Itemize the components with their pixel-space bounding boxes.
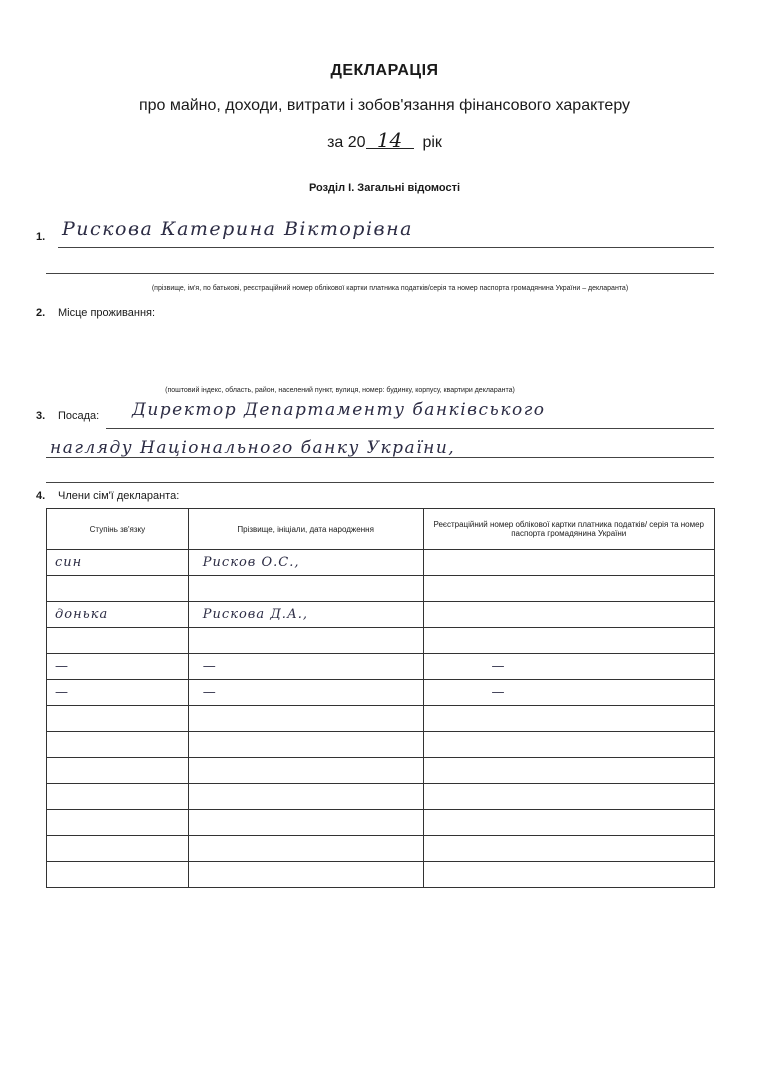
cell-handwritten xyxy=(484,867,492,882)
cell-relationship xyxy=(47,706,189,732)
cell-relationship xyxy=(47,628,189,654)
table-row xyxy=(47,862,715,888)
cell-handwritten xyxy=(484,555,492,570)
cell-relationship xyxy=(47,654,189,680)
cell-handwritten xyxy=(195,711,203,726)
cell-handwritten xyxy=(195,581,203,596)
cell-handwritten xyxy=(484,633,492,648)
table-row xyxy=(47,680,715,706)
item2-label: Місце проживання: xyxy=(58,307,156,319)
cell-tax-id xyxy=(423,602,715,628)
cell-handwritten: — xyxy=(202,659,217,674)
item1-line-2 xyxy=(46,273,714,274)
cell-handwritten xyxy=(484,815,492,830)
item3-line-3 xyxy=(46,482,714,483)
cell-name xyxy=(188,836,423,862)
cell-handwritten: Рисков О.С., xyxy=(202,555,300,570)
cell-name xyxy=(188,784,423,810)
cell-handwritten xyxy=(484,581,492,596)
item3-handwritten-line2: нагляду Національного банку України, xyxy=(50,438,456,458)
cell-handwritten xyxy=(195,815,203,830)
item2-number: 2. xyxy=(36,307,46,319)
cell-handwritten: донька xyxy=(55,607,109,622)
item1-handwritten-name: Рискова Катерина Вікторівна xyxy=(62,218,413,240)
cell-tax-id xyxy=(423,628,715,654)
year-handwritten: 14 xyxy=(366,132,414,149)
item1-number: 1. xyxy=(36,231,46,243)
cell-relationship xyxy=(47,602,189,628)
cell-handwritten xyxy=(195,841,203,856)
item3-label: Посада: xyxy=(58,410,100,422)
item4-label: Члени сім'ї декларанта: xyxy=(58,490,180,502)
cell-relationship xyxy=(47,576,189,602)
year-prefix: за 20 xyxy=(327,134,366,151)
cell-handwritten xyxy=(484,737,492,752)
cell-handwritten xyxy=(195,737,203,752)
table-row xyxy=(47,810,715,836)
item3-line-1 xyxy=(106,428,714,429)
cell-handwritten xyxy=(484,763,492,778)
cell-handwritten: — xyxy=(55,659,69,674)
header-name: Прізвище, ініціали, дата народження xyxy=(188,509,423,550)
cell-handwritten xyxy=(47,789,55,804)
cell-handwritten xyxy=(195,633,203,648)
cell-name xyxy=(188,810,423,836)
declaration-year-line xyxy=(0,128,769,152)
cell-name xyxy=(188,758,423,784)
cell-handwritten xyxy=(47,737,55,752)
cell-relationship xyxy=(47,550,189,576)
cell-name xyxy=(188,862,423,888)
section-heading: Розділ І. Загальні відомості xyxy=(308,182,461,194)
item3-handwritten-line1: Директор Департаменту банківського xyxy=(132,400,546,420)
table-row xyxy=(47,576,715,602)
cell-relationship xyxy=(47,862,189,888)
item1-line-1 xyxy=(58,247,714,248)
item3-line-2 xyxy=(46,457,714,458)
declaration-title: ДЕКЛАРАЦІЯ xyxy=(330,62,439,79)
declaration-subtitle: про майно, доходи, витрати і зобов'язання фінансового характеру xyxy=(138,97,631,114)
cell-handwritten xyxy=(47,763,55,778)
cell-tax-id xyxy=(423,654,715,680)
cell-handwritten xyxy=(195,867,203,882)
item4-number: 4. xyxy=(36,490,46,502)
item1-caption: (прізвище, ім'я, по батькові, реєстраційний номер облікової картки платника податків/серія та номер паспорта громадянина України – декларанта) xyxy=(151,285,629,292)
cell-relationship xyxy=(47,732,189,758)
cell-name xyxy=(188,654,423,680)
table-row xyxy=(47,628,715,654)
cell-tax-id xyxy=(423,758,715,784)
cell-name xyxy=(188,706,423,732)
header-tax-id: Реєстраційний номер облікової картки платника податків/ серія та номер паспорта громадянина України xyxy=(423,509,715,550)
cell-tax-id xyxy=(423,732,715,758)
cell-handwritten xyxy=(47,581,55,596)
cell-name xyxy=(188,732,423,758)
cell-tax-id xyxy=(423,862,715,888)
cell-tax-id xyxy=(423,680,715,706)
table-row xyxy=(47,654,715,680)
cell-name xyxy=(188,628,423,654)
table-row xyxy=(47,550,715,576)
cell-handwritten xyxy=(484,711,492,726)
cell-handwritten xyxy=(484,607,492,622)
cell-handwritten: син xyxy=(55,555,83,570)
cell-name xyxy=(188,576,423,602)
table-row xyxy=(47,784,715,810)
cell-name xyxy=(188,680,423,706)
cell-handwritten: Рискова Д.А., xyxy=(202,607,309,622)
year-suffix: рік xyxy=(422,134,442,151)
cell-handwritten xyxy=(47,711,55,726)
cell-handwritten xyxy=(47,633,55,648)
cell-tax-id xyxy=(423,810,715,836)
table-row xyxy=(47,758,715,784)
cell-handwritten xyxy=(47,815,55,830)
table-header-row xyxy=(47,509,715,550)
item2-caption: (поштовий індекс, область, район, населений пункт, вулиця, номер: будинку, корпусу, квартири декларанта) xyxy=(165,387,515,394)
cell-handwritten xyxy=(195,789,203,804)
table-row xyxy=(47,602,715,628)
cell-tax-id xyxy=(423,550,715,576)
family-members-table xyxy=(46,508,715,888)
cell-handwritten: — xyxy=(491,685,506,700)
table-row xyxy=(47,836,715,862)
cell-handwritten xyxy=(484,789,492,804)
cell-handwritten: — xyxy=(202,685,217,700)
cell-name xyxy=(188,602,423,628)
cell-relationship xyxy=(47,680,189,706)
header-relationship: Ступінь зв'язку xyxy=(47,509,189,550)
cell-name xyxy=(188,550,423,576)
cell-handwritten: — xyxy=(55,685,69,700)
cell-handwritten xyxy=(47,841,55,856)
cell-tax-id xyxy=(423,706,715,732)
cell-relationship xyxy=(47,836,189,862)
cell-relationship xyxy=(47,810,189,836)
cell-tax-id xyxy=(423,836,715,862)
cell-relationship xyxy=(47,784,189,810)
cell-handwritten xyxy=(47,867,55,882)
cell-handwritten: — xyxy=(491,659,506,674)
cell-tax-id xyxy=(423,784,715,810)
cell-handwritten xyxy=(195,763,203,778)
item3-number: 3. xyxy=(36,410,46,422)
table-row xyxy=(47,732,715,758)
cell-handwritten xyxy=(484,841,492,856)
table-row xyxy=(47,706,715,732)
cell-relationship xyxy=(47,758,189,784)
cell-tax-id xyxy=(423,576,715,602)
